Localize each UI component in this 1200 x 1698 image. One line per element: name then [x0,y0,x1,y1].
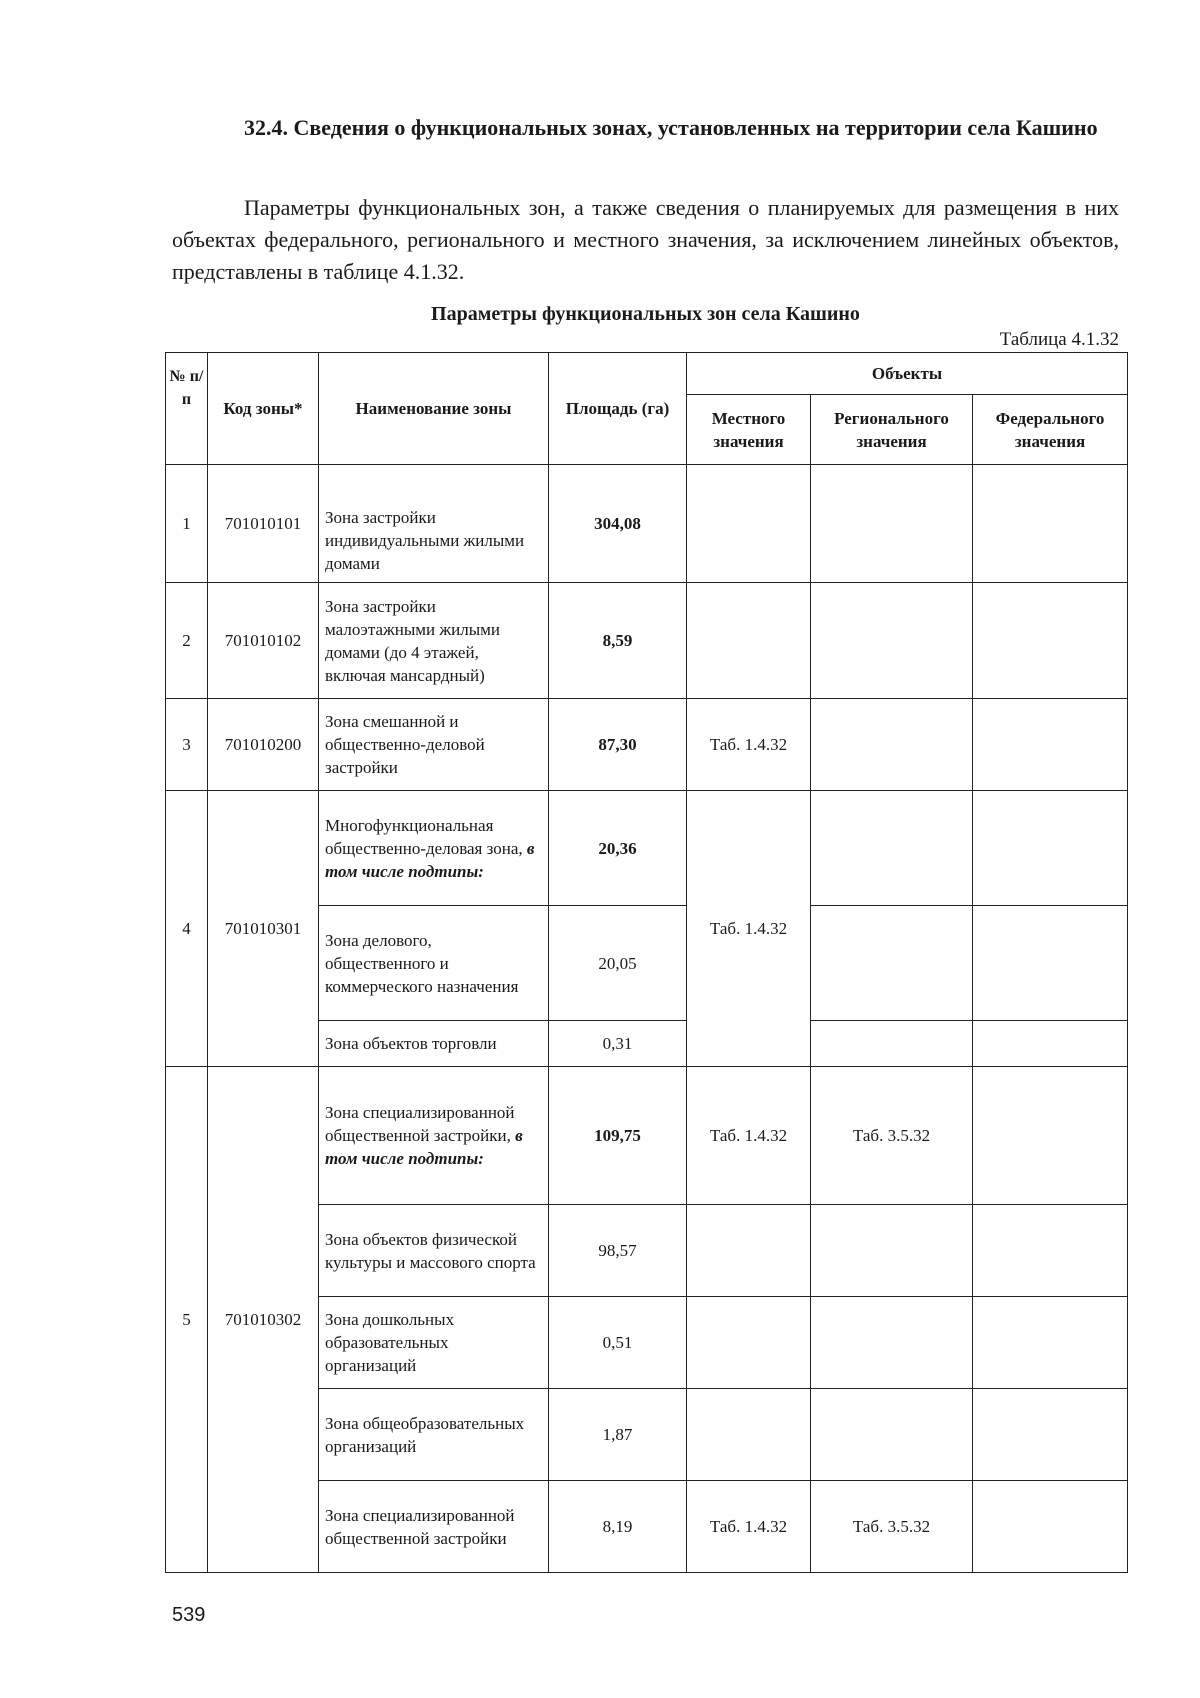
zone-name [319,1067,549,1205]
objects-regional [811,791,973,906]
objects-federal [973,465,1128,583]
objects-regional: Таб. 3.5.32 [811,1067,973,1205]
header-local: Местного значения [687,395,811,465]
objects-federal [973,791,1128,906]
zone-area: 87,30 [549,699,687,791]
zone-area: 304,08 [549,465,687,583]
objects-regional [811,583,973,699]
zone-code: 701010200 [208,699,319,791]
objects-federal [973,583,1128,699]
objects-local: Таб. 1.4.32 [687,699,811,791]
subzone-area: 20,05 [549,906,687,1021]
table-row [166,791,1128,906]
zone-name [319,465,549,583]
zones-table [165,352,1128,1573]
table-row [166,699,1128,791]
zone-code: 701010301 [208,791,319,1067]
objects-local [687,465,811,583]
objects-local [687,583,811,699]
objects-local [687,1389,811,1481]
subzone-name: Зона дошкольных образовательных организаций [319,1297,549,1389]
objects-local [687,1205,811,1297]
header-num: № п/п [166,353,208,465]
table-title: Параметры функциональных зон села Кашино [431,303,860,325]
zone-name-text: Многофункциональная общественно-деловая зона, [325,815,523,858]
zone-code: 701010101 [208,465,319,583]
header-objects: Объекты [687,353,1128,395]
objects-federal [973,1297,1128,1389]
objects-regional [811,1205,973,1297]
objects-federal [973,1389,1128,1481]
objects-federal [973,1205,1128,1297]
subzone-area: 8,19 [549,1481,687,1573]
zone-area: 20,36 [549,791,687,906]
zone-name-text: Зона застройки индивидуальными жилыми домами [325,508,525,573]
objects-regional [811,699,973,791]
section-heading: 32.4. Сведения о функциональных зонах, установленных на территории села Кашино [244,115,1098,140]
subzone-name: Зона общеобразовательных организаций [319,1389,549,1481]
subzone-name: Зона делового, общественного и коммерческого назначения [319,906,549,1021]
zone-area: 109,75 [549,1067,687,1205]
row-num: 3 [166,699,208,791]
objects-regional [811,1389,973,1481]
table-number: Таблица 4.1.32 [999,329,1119,350]
zone-name: Зона застройки малоэтажными жилыми домами (до 4 этажей, включая мансардный) [319,583,549,699]
zone-area: 8,59 [549,583,687,699]
subzone-area: 0,31 [549,1021,687,1067]
subzone-name: Зона объектов торговли [319,1021,549,1067]
header-federal: Федерального значения [973,395,1128,465]
objects-regional [811,1021,973,1067]
zone-name-text: Зона специализированной общественной застройки, [325,1103,515,1145]
zone-code: 701010102 [208,583,319,699]
zone-code: 701010302 [208,1067,319,1573]
objects-federal [973,1021,1128,1067]
objects-federal [973,1067,1128,1205]
subzone-area: 98,57 [549,1205,687,1297]
row-num: 4 [166,791,208,1067]
objects-local: Таб. 1.4.32 [687,791,811,1067]
subzone-name: Зона специализированной общественной застройки [319,1481,549,1573]
row-num: 2 [166,583,208,699]
objects-local: Таб. 1.4.32 [687,1481,811,1573]
objects-local: Таб. 1.4.32 [687,1067,811,1205]
objects-regional [811,465,973,583]
row-num: 1 [166,465,208,583]
header-area: Площадь (га) [549,353,687,465]
table-row [166,583,1128,699]
objects-local [687,1297,811,1389]
subzone-name: Зона объектов физической культуры и массового спорта [319,1205,549,1297]
header-code: Код зоны* [208,353,319,465]
page-number: 539 [172,1604,206,1626]
zone-name [319,791,549,906]
objects-federal [973,906,1128,1021]
objects-regional: Таб. 3.5.32 [811,1481,973,1573]
row-num: 5 [166,1067,208,1573]
intro-paragraph: Параметры функциональных зон, а также сведения о планируемых для размещения в них объектах федерального, регионального и местного значения, за исключением линейных объектов, представлены в таблице 4.1.32. [172,195,1119,284]
table-row [166,465,1128,583]
subtypes-note: в том числе подтипы: [325,838,535,881]
objects-regional [811,906,973,1021]
objects-regional [811,1297,973,1389]
objects-federal [973,699,1128,791]
header-regional: Регионального значения [811,395,973,465]
subzone-area: 1,87 [549,1389,687,1481]
objects-federal [973,1481,1128,1573]
zone-name: Зона смешанной и общественно-деловой застройки [319,699,549,791]
table-row [166,1067,1128,1205]
subzone-area: 0,51 [549,1297,687,1389]
subtypes-note: в том числе подтипы: [325,1126,523,1168]
header-name: Наименование зоны [319,353,549,465]
